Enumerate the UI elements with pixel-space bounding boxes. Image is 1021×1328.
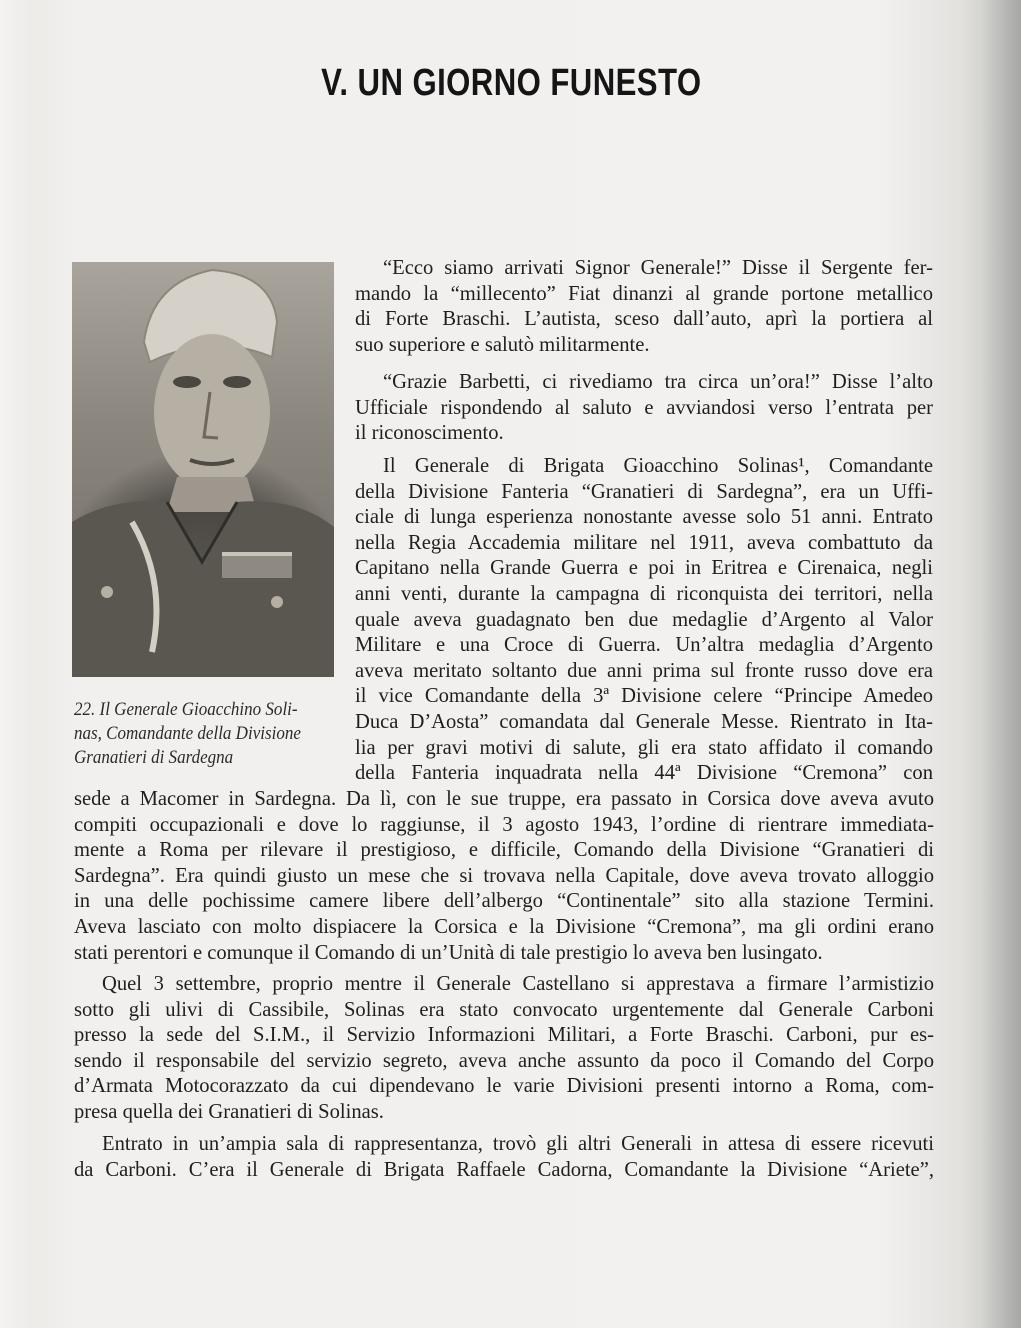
text-line: compiti occupazionali e dove lo raggiunse, il 3 agosto 1943, l’ordine di rientrare immediata- [74, 813, 934, 836]
text-line: quale aveva guadagnato ben due medaglie d’Argento al Valor [355, 608, 933, 631]
paragraph-5 [74, 1132, 934, 1183]
caption-line: Granatieri di Sardegna [74, 748, 234, 768]
text-line: mando la “millecento” Fiat dinanzi al grande portone metallico [355, 282, 933, 305]
text-line: in una delle pochissime camere libere dell’albergo “Continentale” sito alla stazione Termini. [74, 890, 934, 913]
text-line: d’Armata Motocorazzato da cui dipendevano le varie Divisioni presenti intorno a Roma, com- [74, 1075, 934, 1098]
portrait-photo [72, 262, 334, 677]
paragraph-3-narrow [355, 454, 933, 787]
text-line: “Grazie Barbetti, ci rivediamo tra circa un’ora!” Disse l’alto [383, 371, 933, 393]
text-line: suo superiore e salutò militarmente. [355, 333, 650, 356]
text-line: sendo il responsabile del servizio segreto, aveva anche assunto da poco il Comando del Corpo [74, 1049, 934, 1072]
text-line: il vice Comandante della 3ª Divisione celere “Principe Amedeo [355, 685, 933, 708]
text-line: mente a Roma per rilevare il prestigioso, e difficile, Comando della Divisione “Granatieri di [74, 839, 934, 862]
paragraph-4 [74, 972, 934, 1126]
text-line: della Divisione Fanteria “Granatieri di Sardegna”, era un Uffi- [355, 480, 933, 503]
caption-line: nas, Comandante della Divisione [74, 724, 301, 744]
text-line: sede a Macomer in Sardegna. Da lì, con le sue truppe, era passato in Corsica dove aveva avuto [74, 788, 934, 810]
paragraph-3-wide [74, 787, 934, 966]
text-line: nella Regia Accademia militare nel 1911, aveva combattuto da [355, 531, 933, 554]
text-line: Aveva lasciato con molto dispiacere la Corsica e la Divisione “Cremona”, ma gli ordini erano [74, 915, 934, 938]
text-line: di Forte Braschi. L’autista, sceso dall’auto, aprì la portiera al [355, 308, 933, 331]
text-line: Quel 3 settembre, proprio mentre il Generale Castellano si apprestava a firmare l’armistizio [102, 973, 934, 995]
text-line: presa quella dei Granatieri di Solinas. [74, 1100, 384, 1123]
paragraph-2 [355, 370, 933, 447]
text-line: Sardegna”. Era quindi giusto un mese che si trovava nella Capitale, dove aveva trovato alloggio [74, 864, 934, 887]
text-line: “Ecco siamo arrivati Signor Generale!” Disse il Sergente fer- [383, 257, 933, 279]
text-line: il riconoscimento. [355, 422, 504, 445]
caption-line: 22. Il Generale Gioacchino Soli- [74, 700, 298, 720]
text-line: stati perentori e comunque il Comando di un’Unità di tale prestigio lo aveva ben lusingato. [74, 941, 823, 964]
text-line: aveva meritato soltanto due anni prima sul fronte russo dove era [355, 659, 933, 682]
chapter-title: V. UN GIORNO FUNESTO [321, 62, 702, 104]
text-line: Entrato in un’ampia sala di rappresentanza, trovò gli altri Generali in attesa di essere ricevuti [102, 1133, 934, 1155]
paragraph-1 [355, 256, 933, 358]
text-line: Duca D’Aosta” comandata dal Generale Messe. Rientrato in Ita- [355, 710, 933, 733]
figure-caption [74, 698, 322, 770]
text-line: della Fanteria inquadrata nella 44ª Divisione “Cremona” con [355, 762, 933, 785]
text-line: da Carboni. C’era il Generale di Brigata Raffaele Cadorna, Comandante la Divisione “Ariete”, [74, 1158, 934, 1181]
text-line: sotto gli ulivi di Cassibile, Solinas era stato convocato urgentemente dal Generale Carboni [74, 998, 934, 1021]
text-line: Militare e una Croce di Guerra. Un’altra medaglia d’Argento [355, 634, 933, 657]
text-line: Il Generale di Brigata Gioacchino Solinas¹, Comandante [383, 455, 933, 477]
text-line: lia per gravi motivi di salute, gli era stato affidato il comando [355, 736, 933, 759]
text-line: Capitano nella Grande Guerra e poi in Eritrea e Cirenaica, negli [355, 557, 933, 580]
portrait-photo-drawing [72, 262, 334, 677]
text-line: Ufficiale rispondendo al saluto e avviandosi verso l’entrata per [355, 396, 933, 419]
text-line: ciale di lunga esperienza nonostante avesse solo 51 anni. Entrato [355, 506, 933, 529]
page-edge-shadow [981, 0, 1021, 1328]
text-line: presso la sede del S.I.M., il Servizio Informazioni Militari, a Forte Braschi. Carboni, pur es- [74, 1024, 934, 1047]
text-line: anni venti, durante la campagna di riconquista dei territori, nella [355, 582, 933, 605]
